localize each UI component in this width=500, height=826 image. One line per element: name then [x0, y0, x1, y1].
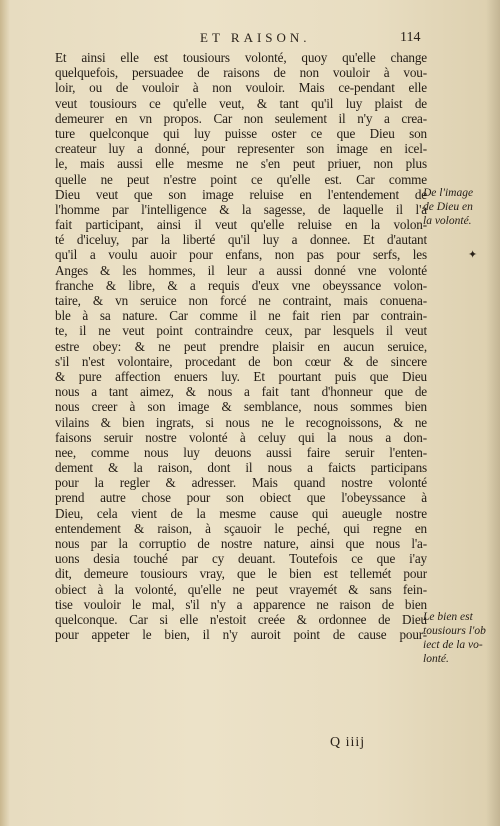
text-line: s'il n'est volontaire, procedant de bon cœur & de sincere — [55, 353, 427, 369]
marginal-line: la volonté. — [423, 215, 472, 227]
marginal-line: iect de la vo- — [423, 639, 483, 651]
text-line: le, mais aussi elle mesme ne s'en peut priuer, non plus — [55, 156, 427, 172]
text-line: dement & la raison, dont il nous a faicts participans — [55, 460, 427, 476]
text-line: Anges & les hommes, il leur a aussi donné vne volonté — [55, 262, 427, 278]
text-line: vilains & bien ingrats, si nous ne le recognoissons, & ne — [55, 414, 427, 430]
marginal-note-image-of-god — [423, 186, 495, 228]
text-line: createur luy a donné, pour representer son image en icel- — [55, 141, 427, 157]
text-line: faisons seruir nostre volonté à celuy qui la nous a don- — [55, 429, 427, 445]
marginal-line: de Dieu en — [423, 201, 473, 213]
text-line: Dieu veut que son image reluise en l'entendement de — [55, 186, 427, 202]
text-line: pour la regler & adresser. Mais quand nostre volonté — [55, 475, 427, 491]
text-line: obiect à la volonté, qu'elle ne peut vrayemét & sans fein- — [55, 581, 427, 597]
text-line: dit, demeure tousiours vray, que le bien est tellemét pour — [55, 566, 427, 582]
text-line: nous par la corruptio de nostre nature, ainsi que nous l'a- — [55, 536, 427, 551]
marginal-note-good-object — [423, 610, 495, 666]
text-line: taire, & vn seruice non forcé ne contraint, mais conuena- — [55, 293, 427, 308]
page-number: 114 — [400, 30, 421, 45]
text-line: té d'iceluy, par la liberté qu'il luy a donnee. Et d'autant — [55, 232, 427, 248]
text-line: entendement & raison, à sçauoir le peché, qui regne en — [55, 520, 427, 536]
text-line: nous a tant aimez, & nous a fait tant d'honneur que de — [55, 384, 427, 400]
marginal-line: lonté. — [423, 653, 449, 665]
text-line: te, il ne veut point contraindre ceux, par lesquels il veut — [55, 323, 427, 339]
text-line: tise vouloir le mal, s'il n'y a apparence ne raison de bien — [55, 596, 427, 612]
text-line: veut tousiours ce qu'elle veut, & tant qu'il luy plaist de — [55, 95, 427, 111]
text-line: pour appeter le bien, il n'y auroit point de cause pour- — [55, 627, 427, 643]
marginal-line: tousiours l'ob — [423, 625, 486, 637]
text-line: ble à sa nature. Car comme il ne fait rien par contrain- — [55, 308, 427, 324]
marginal-line: Le bien est — [423, 611, 473, 623]
text-line: prend autre chose pour son obiect que l'obeyssance à — [55, 490, 427, 506]
text-line: Et ainsi elle est tousiours volonté, quoy qu'elle change — [55, 50, 427, 65]
signature-mark: Q iiij — [330, 735, 366, 750]
running-title: ET RAISON. — [200, 30, 311, 45]
text-line: estre obey: & ne peut prendre plaisir en aucun seruice, — [55, 338, 427, 354]
text-line: loir, ou de vouloir à non vouloir. Mais ce-pendant elle — [55, 80, 427, 96]
text-line: nous creer à son image & semblance, nous sommes bien — [55, 399, 427, 415]
text-line: quelconque. Car si elle n'estoit creée & ordonnee de Dieu — [55, 611, 427, 627]
text-line: fait participant, ainsi il veut qu'elle reluise en la volon- — [55, 217, 427, 233]
text-line: uons desia touché par cy deuant. Toutefois ce que i'ay — [55, 551, 427, 567]
text-line: ture quelconque qui luy puisse oster ce que Dieu son — [55, 125, 427, 141]
marginal-line: De l'image — [423, 187, 474, 199]
text-line: Dieu, cela vient de la mesme cause qui aueugle nostre — [55, 505, 427, 521]
text-line: qu'il a voulu auoir pour enfans, non pas pour serfs, les — [55, 247, 427, 263]
body-text — [55, 50, 427, 642]
text-line: quelquefois, persuadee de raisons de non vouloir à vou- — [55, 65, 427, 81]
text-line: franche & libre, & a requis d'eux vne obeyssance volon- — [55, 277, 427, 293]
text-line: nee, comme nous luy deuons aussi faire seruir l'enten- — [55, 444, 427, 460]
text-line: & pure affection enuers luy. Et pourtant puis que Dieu — [55, 368, 427, 384]
text-line: quelle ne peut n'estre point ce qu'elle est. Car comme — [55, 171, 427, 187]
fleuron-icon: ✦ — [468, 248, 478, 261]
text-line: demeurer en vn propos. Car non seulement il n'y a crea- — [55, 110, 427, 126]
text-line: l'homme par l'intelligence & la sagesse, de laquelle il l'a — [55, 201, 427, 217]
